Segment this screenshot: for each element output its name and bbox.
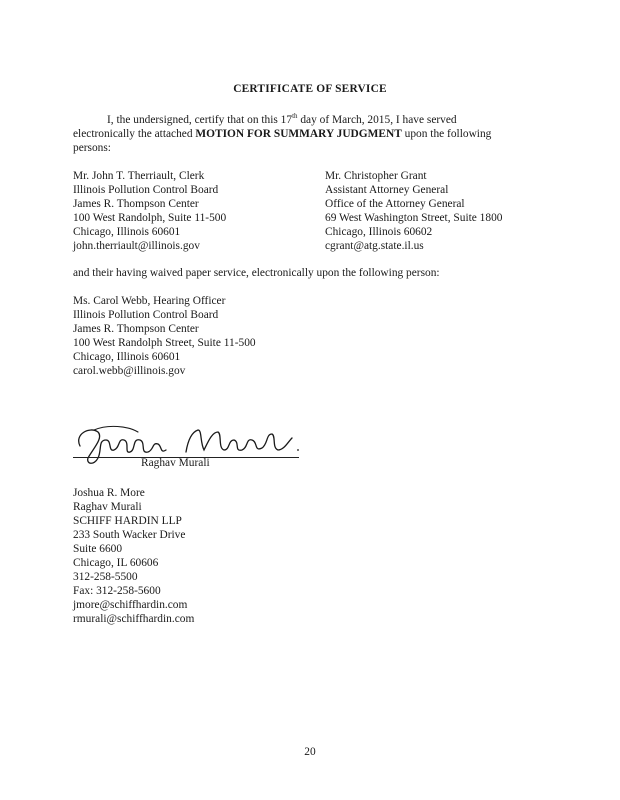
email-line: cgrant@atg.state.il.us [325,240,424,252]
firm-name: SCHIFF HARDIN LLP [73,515,182,527]
address-line: 100 West Randolph, Suite 11-500 [73,212,227,224]
page-number: 20 [304,746,316,758]
email-line: carol.webb@illinois.gov [73,365,186,377]
address-line: Ms. Carol Webb, Hearing Officer [73,295,226,307]
address-line: 233 South Wacker Drive [73,529,186,541]
document-title-bold: MOTION FOR SUMMARY JUDGMENT [195,127,402,140]
address-line: Chicago, Illinois 60601 [73,351,181,363]
recipient-attorney-general-address [325,169,502,253]
certification-text: upon the following [401,127,492,140]
email-line: jmore@schiffhardin.com [73,599,188,611]
certification-text: I, the undersigned, certify that on this 17 [107,113,293,126]
page-title: CERTIFICATE OF SERVICE [233,83,387,95]
address-line: Assistant Attorney General [325,184,449,196]
address-line: Mr. Christopher Grant [325,170,427,182]
certification-paragraph [73,109,553,155]
signer-line: Joshua R. More [73,487,145,499]
certification-line-1 [73,109,553,127]
address-line: Suite 6600 [73,543,123,555]
signature-printed-name: Raghav Murali [141,457,210,469]
address-line: Mr. John T. Therriault, Clerk [73,170,205,182]
address-line: Chicago, IL 60606 [73,557,159,569]
recipient-clerk-address [73,169,226,253]
certification-line-3: persons: [73,141,111,154]
address-line: Illinois Pollution Control Board [73,184,219,196]
certification-line-2 [73,127,553,141]
signer-contact-block [73,486,194,626]
address-line: James R. Thompson Center [73,198,199,210]
phone-line: 312-258-5500 [73,571,138,583]
certification-text: electronically the attached [73,127,196,140]
address-line: Chicago, Illinois 60601 [73,226,181,238]
address-line: James R. Thompson Center [73,323,199,335]
waiver-statement: and their having waived paper service, electronically upon the following person: [73,267,440,279]
email-line: john.therriault@illinois.gov [73,240,200,252]
signer-line: Raghav Murali [73,501,142,513]
address-line: Illinois Pollution Control Board [73,309,219,321]
hearing-officer-address [73,294,256,378]
address-line: 100 West Randolph Street, Suite 11-500 [73,337,256,349]
certification-text: day of March, 2015, I have served [297,113,457,126]
email-line: rmurali@schiffhardin.com [73,613,195,625]
signature-block [68,420,308,480]
address-line: 69 West Washington Street, Suite 1800 [325,212,503,224]
address-line: Chicago, Illinois 60602 [325,226,433,238]
fax-line: Fax: 312-258-5600 [73,585,161,597]
address-line: Office of the Attorney General [325,198,465,210]
ordinal-suffix: th [292,112,298,120]
